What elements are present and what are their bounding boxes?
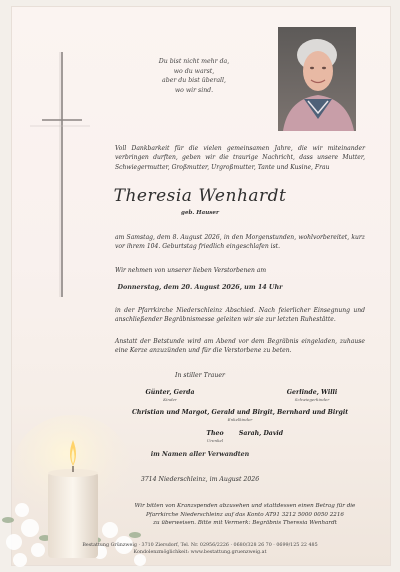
mourner-name: Sarah, David xyxy=(238,430,284,437)
donation-line: zu überweisen. Bitte mit Vermerk: Begräbnis Theresia Wenhardt xyxy=(153,520,337,527)
ceremony-text: in der Pfarrkirche Niederschleinz Abschied. Nach feierlicher Einsegnung und anschließender Begräbnismesse geleiten wir sie zur letzten Ruhestätte. xyxy=(115,307,365,324)
donation-line: Wir bitten von Kranzspenden abzusehen und stattdessen einen Betrag für die xyxy=(134,503,356,509)
footer-contact: Bestattung Grünzweig · 3710 Ziersdorf, Tel. Nr. 02956/2226 · 0680/328 26 70 · 0699/125 22 485 xyxy=(82,543,318,548)
deceased-name: Theresia Wenhardt xyxy=(113,186,287,206)
portrait-photo xyxy=(278,27,356,131)
mourner-name: Christian und Margot, Gerald und Birgit, Bernhard und Birgit xyxy=(131,409,349,416)
donation-text xyxy=(130,502,360,528)
mourner-role: Enkelkinder xyxy=(227,417,253,422)
mourner-great-grandchildren xyxy=(226,430,296,437)
memorial-quote xyxy=(140,57,248,95)
donation-line: Pfarrkirche Niederschleinz auf das Konto AT91 3212 5000 0050 2216 xyxy=(146,511,344,518)
mourner-in-law xyxy=(262,389,362,402)
mourner-role: Schwiegerkinder xyxy=(294,397,330,402)
invitation-text: Anstatt der Betstunde wird am Abend vor dem Begräbnis eingeladen, zuhause eine Kerze anzuzünden und für die Verstorbene zu beten. xyxy=(115,338,365,355)
quote-line: Du bist nicht mehr da, xyxy=(158,58,230,65)
mourner-name: Günter, Gerda xyxy=(145,389,195,396)
place-date: 3714 Niederschleinz, im August 2026 xyxy=(140,476,260,483)
quote-line: wo du warst, xyxy=(173,67,215,75)
mourner-role: Urenkel xyxy=(206,438,224,443)
quote-line: aber du bist überall, xyxy=(162,77,226,85)
cross-icon xyxy=(30,52,90,297)
gratitude-text: Voll Dankbarkeit für die vielen gemeinsamen Jahre, die wir miteinander verbringen durften, geben wir die traurige Nachricht, dass unsere Mutter, Schwiegermutter, Großmutter, Urgroßmutter, Tante und Kusine, Frau xyxy=(115,145,365,171)
farewell-date: Donnerstag, dem 20. August 2026, um 14 Uhr xyxy=(117,283,283,291)
mourning-heading: In stiller Trauer xyxy=(175,372,225,379)
birth-name: geb. Hauser xyxy=(181,210,219,216)
mourner-role: Kinder xyxy=(163,397,177,402)
relatives-line: im Namen aller Verwandten xyxy=(150,451,250,458)
quote-line: wo wir sind. xyxy=(174,86,214,94)
mourner-name: Gerlinde, Willi xyxy=(286,389,338,396)
footer xyxy=(0,542,400,556)
mourner-name: Theo xyxy=(206,430,224,437)
footer-website: Kondolenzmöglichkeit: www.bestattung.gruenzweig.at xyxy=(133,550,267,556)
death-text: am Samstag, dem 8. August 2026, in den Morgenstunden, wohlvorbereitet, kurz vor ihrem 104. Geburtstag friedlich eingeschlafen ist. xyxy=(115,234,365,251)
farewell-intro: Wir nehmen von unserer lieben Verstorbenen am xyxy=(115,267,267,274)
